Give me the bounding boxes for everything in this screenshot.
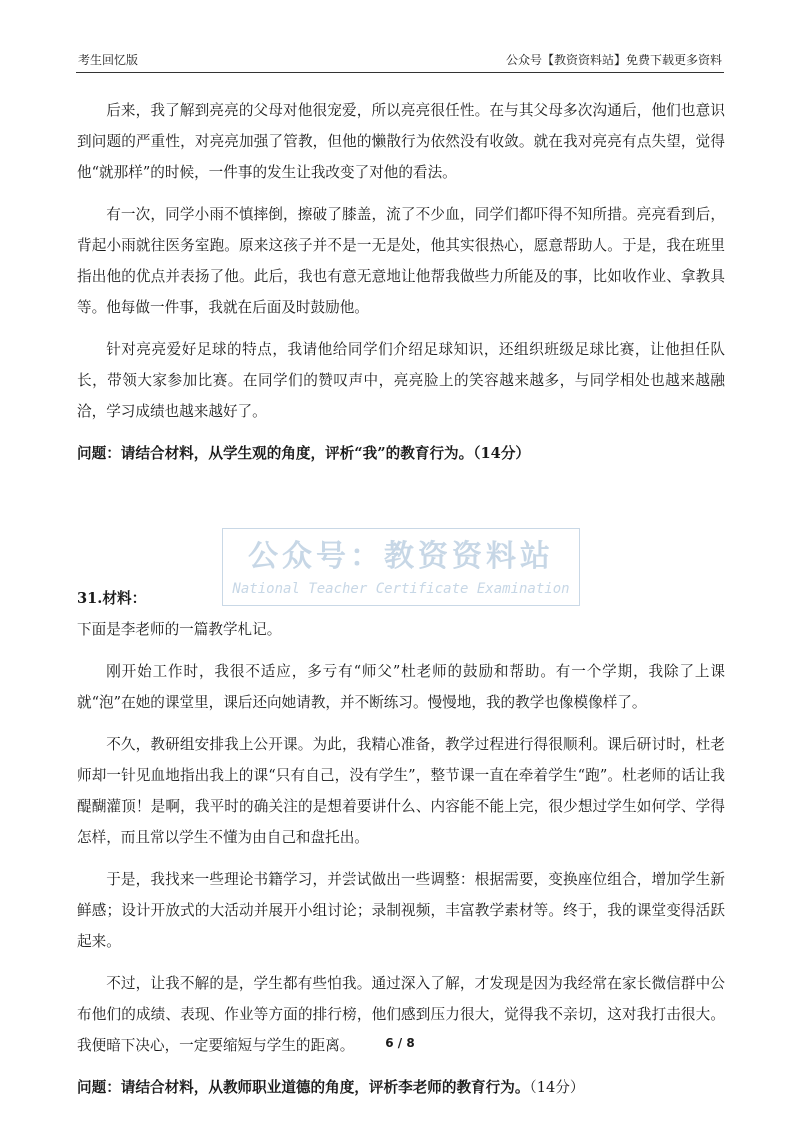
header-left-text: 考生回忆版 bbox=[78, 53, 139, 67]
material-30-continued bbox=[77, 95, 725, 469]
header-right-text: 公众号【教资资料站】免费下载更多资料 bbox=[505, 53, 722, 67]
paragraph: 不久，教研组安排我上公开课。为此，我精心准备，教学过程进行得很顺利。课后研讨时，杜老师却一针见血地指出我上的课“只有自己，没有学生”，整节课一直在牵着学生“跑”。杜老师的话让我醍醐灌顶！是啊，我平时的确关注的是想着要讲什么、内容能不能上完，很少想过学生如何学、学得怎样，而且常以学生不懂为由自己和盘托出。 bbox=[77, 736, 725, 846]
paragraph: 针对亮亮爱好足球的特点，我请他给同学们介绍足球知识，还组织班级足球比赛，让他担任队长，带领大家参加比赛。在同学们的赞叹声中，亮亮脸上的笑容越来越多，与同学相处也越来越融洽，学习成绩也越来越好了。 bbox=[77, 341, 725, 420]
material-intro: 下面是李老师的一篇教学札记。 bbox=[77, 621, 282, 638]
question-31-title: 31.材料： bbox=[77, 590, 147, 607]
paragraph: 刚开始工作时，我很不适应，多亏有“师父”杜老师的鼓励和帮助。有一个学期，我除了上课就“泡”在她的课堂里，课后还向她请教，并不断练习。慢慢地，我的教学也像模像样了。 bbox=[77, 663, 725, 711]
watermark-logo bbox=[222, 528, 580, 606]
material-31 bbox=[77, 583, 725, 1103]
watermark-title: 公众号：教资资料站 bbox=[248, 539, 554, 574]
paragraph: 不过，让我不解的是，学生都有些怕我。通过深入了解，才发现是因为我经常在家长微信群中公布他们的成绩、表现、作业等方面的排行榜，他们感到压力很大，觉得我不亲切，这对我打击很大。我便暗下决心，一定要缩短与学生的距离。 bbox=[77, 975, 725, 1054]
question-31-score: （14分） bbox=[529, 1079, 585, 1096]
watermark-subtitle: National Teacher Certificate Examination bbox=[232, 581, 570, 597]
page-header bbox=[76, 50, 724, 73]
paragraph: 后来，我了解到亮亮的父母对他很宠爱，所以亮亮很任性。在与其父母多次沟通后，他们也意识到问题的严重性，对亮亮加强了管教，但他的懒散行为依然没有收敛。就在我对亮亮有点失望，觉得他“就那样”的时候，一件事的发生让我改变了对他的看法。 bbox=[77, 102, 725, 181]
question-31-text: 问题：请结合材料，从教师职业道德的角度，评析李老师的教育行为。 bbox=[77, 1079, 530, 1096]
question-30: 问题：请结合材料，从学生观的角度，评析“我”的教育行为。（14分） bbox=[77, 445, 531, 462]
question-31 bbox=[77, 1072, 725, 1103]
page-number: 6 / 8 bbox=[385, 1036, 415, 1050]
paragraph: 有一次，同学小雨不慎摔倒，擦破了膝盖，流了不少血，同学们都吓得不知所措。亮亮看到后，背起小雨就往医务室跑。原来这孩子并不是一无是处，他其实很热心，愿意帮助人。于是，我在班里指出他的优点并表扬了他。此后，我也有意无意地让他帮我做些力所能及的事，比如收作业、拿教具等。他每做一件事，我就在后面及时鼓励他。 bbox=[77, 206, 725, 316]
paragraph: 于是，我找来一些理论书籍学习，并尝试做出一些调整：根据需要，变换座位组合，增加学生新鲜感；设计开放式的大活动并展开小组讨论；录制视频，丰富教学素材等。终于，我的课堂变得活跃起来。 bbox=[77, 871, 725, 950]
